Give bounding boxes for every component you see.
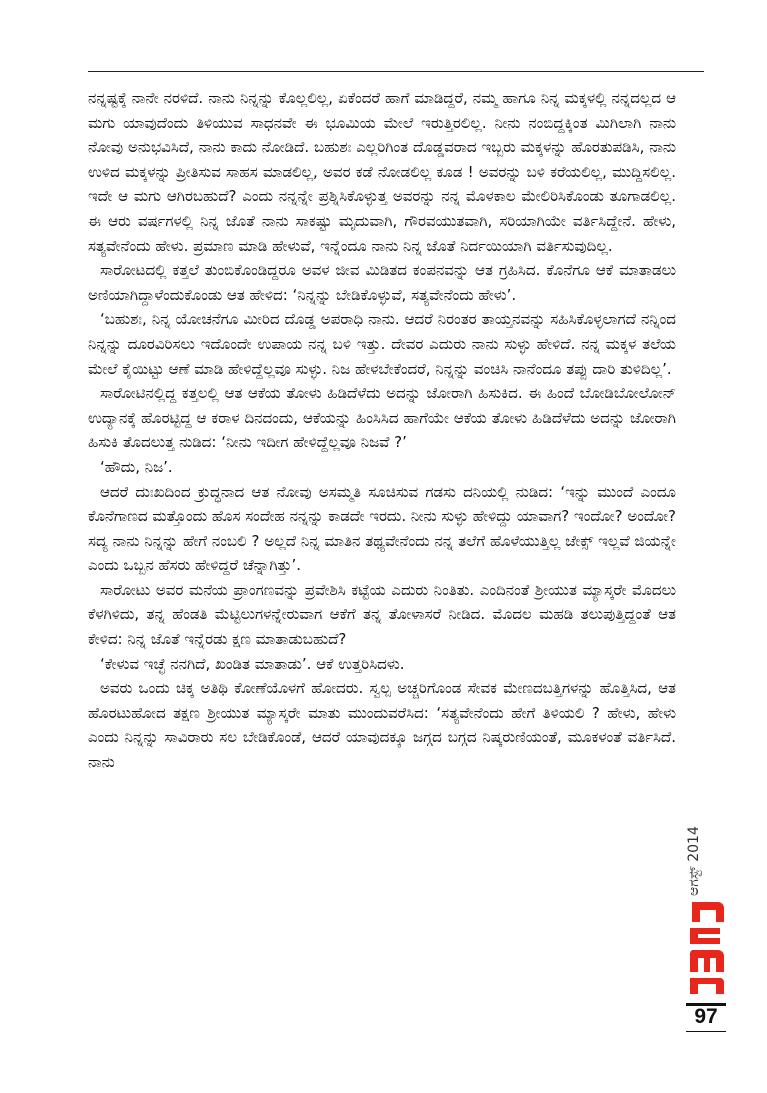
paragraph: ಸಾರೋಟು ಅವರ ಮನೆಯ ಪ್ರಾಂಗಣವನ್ನು ಪ್ರವೇಶಿಸಿ ಕಟ್ಟೆಯ ಎದುರು ನಿಂತಿತು. ಎಂದಿನಂತೆ ಶ್ರೀಯುತ ಮ್ಯಾಸ್ಕರೇ ಮೊದಲು ಕೆಳಗಿಳಿದು, ತನ್ನ ಹೆಂಡತಿ ಮೆಟ್ಟಿಲುಗಳನ್ನೇರುವಾಗ ಆಕೆಗೆ ತನ್ನ ತೋಳಾಸರೆ ನೀಡಿದ. ಮೊದಲ ಮಹಡಿ ತಲುಪುತ್ತಿದ್ದಂತೆ ಆತ ಕೇಳಿದ: ನಿನ್ನ ಜೊತೆ ಇನ್ನೆರಡು ಕ್ಷಣ ಮಾತಾಡುಬಹುದೆ? [88,580,676,649]
issue-date: ಆಗಸ್ಟ್ 2014 [686,826,702,896]
paragraph: ಆದರೆ ದುಃಖದಿಂದ ಕ್ರುದ್ಧನಾದ ಆತ ನೋವು ಅಸಮ್ಮತಿ ಸೂಚಿಸುವ ಗಡಸು ದನಿಯಲ್ಲಿ ನುಡಿದ: ‘ಇನ್ನು ಮುಂದೆ ಎಂದೂ ಕೊನೆಗಾಣದ ಮತ್ತೊಂದು ಹೊಸ ಸಂದೇಹ ನನ್ನನ್ನು ಕಾಡದೇ ಇರದು. ನೀನು ಸುಳ್ಳು ಹೇಳಿದ್ದು ಯಾವಾಗ? ಇಂದೋ? ಅಂದೋ? ಸದ್ಯ ನಾನು ನಿನ್ನನ್ನು ಹೇಗೆ ನಂಬಲಿ ? ಅಲ್ಲದೆ ನಿನ್ನ ಮಾತಿನ ತಥ್ಯವೇನೆಂದು ನನ್ನ ತಲೆಗೆ ಹೊಳೆಯುತ್ತಿಲ್ಲ ಜೇಕ್ಸ್ ಇಲ್ಲವೆ ಜಿಯನ್ನೇ ಎಂದು ಒಬ್ಬನ ಹೆಸರು ಹೇಳಿದ್ದರೆ ಚೆನ್ನಾಗಿತ್ತು’. [88,482,676,575]
paragraph: ಸಾರೋಟದಲ್ಲಿ ಕತ್ತಲೆ ತುಂಬಿಕೊಂಡಿದ್ದರೂ ಅವಳ ಜೀವ ಮಿಡಿತದ ಕಂಪನವನ್ನು ಆತ ಗ್ರಹಿಸಿದ. ಕೊನೆಗೂ ಆಕೆ ಮಾತಾಡಲು ಅಣಿಯಾಗಿದ್ದಾಳೆಂದುಕೊಂಡು ಆತ ಹೇಳಿದ: ‘ನಿನ್ನನ್ನು ಬೇಡಿಕೊಳ್ಳುವೆ, ಸತ್ಯವೇನೆಂದು ಹೇಳು’. [88,261,676,304]
paragraph: ಸಾರೋಟಿನಲ್ಲಿದ್ದ ಕತ್ತಲಲ್ಲಿ ಆತ ಆಕೆಯ ತೋಳು ಹಿಡಿದೆಳೆದು ಅದನ್ನು ಜೋರಾಗಿ ಹಿಸುಕಿದ. ಈ ಹಿಂದೆ ಬೋಡಿಬೋಲೋನ್ ಉದ್ಯಾನಕ್ಕೆ ಹೊರಟ್ಟಿದ್ದ ಆ ಕರಾಳ ದಿನದಂದು, ಆಕೆಯನ್ನು ಹಿಂಸಿಸಿದ ಹಾಗೆಯೇ ಆಕೆಯ ತೋಳು ಹಿಡಿದೆಳೆದು ಅದನ್ನು ಜೋರಾಗಿ ಹಿಸುಕಿ ತೊದಲುತ್ತ ನುಡಿದ: ‘ನೀನು ಇದೀಗ ಹೇಳಿದ್ದೆಲ್ಲವೂ ನಿಜವೆ ?’ [88,384,676,452]
paragraph: ‘ಹೌದು, ನಿಜ’. [100,457,173,476]
article-body [88,86,676,775]
paragraph: ‘ಬಹುಶಃ, ನಿನ್ನ ಯೋಚನೆಗೂ ಮೀರಿದ ದೊಡ್ಡ ಅಪರಾಧಿ ನಾನು. ಆದರೆ ನಿರಂತರ ತಾಯ್ತನವನ್ನು ಸಹಿಸಿಕೊಳ್ಳಲಾಗದೆ ನನ್ನಿಂದ ನಿನ್ನನ್ನು ದೂರವಿರಿಸಲು ಇದೊಂದೇ ಉಪಾಯ ನನ್ನ ಬಳಿ ಇತ್ತು. ದೇವರ ಎದುರು ನಾನು ಸುಳ್ಳು ಹೇಳಿದೆ. ನನ್ನ ಮಕ್ಕಳ ತಲೆಯ ಮೇಲೆ ಕೈಯಿಟ್ಟು ಆಣೆ ಮಾಡಿ ಹೇಳಿದ್ದೆಲ್ಲವೂ ಸುಳ್ಳು. ನಿಜ ಹೇಳಬೇಕೆಂದರೆ, ನಿನ್ನನ್ನು ವಂಚಿಸಿ ನಾನೆಂದೂ ತಪ್ಪು ದಾರಿ ತುಳಿದಿಲ್ಲ’. [88,310,676,378]
page-number-underline [686,1031,726,1032]
paragraph: ಅವರು ಒಂದು ಚಿಕ್ಕ ಅತಿಥಿ ಕೋಣೆಯೊಳಗೆ ಹೋದರು. ಸ್ವಲ್ಪ ಅಚ್ಚರಿಗೊಂಡ ಸೇವಕ ಮೇಣದಬತ್ತಿಗಳನ್ನು ಹೊತ್ತಿಸಿದ, ಆತ ಹೊರಟುಹೋದ ತಕ್ಷಣ ಶ್ರೀಯುತ ಮ್ಯಾಸ್ಕರೇ ಮಾತು ಮುಂದುವರೆಸಿದ: ‘ಸತ್ಯವೇನೆಂದು ಹೇಗೆ ತಿಳಿಯಲಿ ? ಹೇಳು, ಹೇಳು ಎಂದು ನಿನ್ನನ್ನು ಸಾವಿರಾರು ಸಲ ಬೇಡಿಕೊಂಡೆ, ಆದರೆ ಯಾವುದಕ್ಕೂ ಜಗ್ಗದ ಬಗ್ಗದ ನಿಷ್ಕರುಣಿಯಂತೆ, ಮೂಕಳಂತೆ ವರ್ತಿಸಿದೆ. ನಾನು [88,679,676,772]
paragraph: ನನ್ನಷ್ಟಕ್ಕೆ ನಾನೇ ನರಳಿದೆ. ನಾನು ನಿನ್ನನ್ನು ಕೊಲ್ಲಲಿಲ್ಲ, ಏಕೆಂದರೆ ಹಾಗೆ ಮಾಡಿದ್ದರೆ, ನಮ್ಮ ಹಾಗೂ ನಿನ್ನ ಮಕ್ಕಳಲ್ಲಿ ನನ್ನದಲ್ಲದ ಆ ಮಗು ಯಾವುದೆಂದು ತಿಳಿಯುವ ಸಾಧನವೇ ಈ ಭೂಮಿಯ ಮೇಲೆ ಇರುತ್ತಿರಲಿಲ್ಲ. ನೀನು ನಂಬಿದ್ದಕ್ಕಿಂತ ಮಿಗಿಲಾಗಿ ನಾನು ನೋವು ಅನುಭವಿಸಿದೆ, ನಾನು ಕಾದು ನೋಡಿದೆ. ಬಹುಶಃ ಎಲ್ಲರಿಗಿಂತ ದೊಡ್ಡವರಾದ ಇಬ್ಬರು ಮಕ್ಕಳನ್ನು ಹೊರತುಪಡಿಸಿ, ನಾನು ಉಳಿದ ಮಕ್ಕಳನ್ನು ಪ್ರೀತಿಸುವ ಸಾಹಸ ಮಾಡಲಿಲ್ಲ, ಅವರ ಕಡೆ ನೋಡಲಿಲ್ಲ ಕೂಡ ! ಅವರನ್ನು ಬಳಿ ಕರೆಯಲಿಲ್ಲ, ಮುದ್ದಿಸಲಿಲ್ಲ. ಇದೇ ಆ ಮಗು ಆಗಿರಬಹುದೆ? ಎಂದು ನನ್ನನ್ನೇ ಪ್ರಶ್ನಿಸಿಕೊಳ್ಳುತ್ತ ಅವರನ್ನು ನನ್ನ ಮೊಳಕಾಲ ಮೇಲಿರಿಸಿಕೊಂಡು ತೂಗಾಡಲಿಲ್ಲ. ಈ ಆರು ವರ್ಷಗಳಲ್ಲಿ ನಿನ್ನ ಜೊತೆ ನಾನು ಸಾಕಷ್ಟು ಮೃದುವಾಗಿ, ಗೌರವಯುತವಾಗಿ, ಸರಿಯಾಗಿಯೇ ವರ್ತಿಸಿದ್ದೇನೆ. ಹೇಳು, ಸತ್ಯವೇನೆಂದು ಹೇಳು. ಪ್ರಮಾಣ ಮಾಡಿ ಹೇಳುವೆ, ಇನ್ನೆಂದೂ ನಾನು ನಿನ್ನ ಜೊತೆ ನಿರ್ದಯಿಯಾಗಿ ವರ್ತಿಸುವುದಿಲ್ಲ. [88,89,676,255]
side-branding [686,810,726,1000]
page-number: 97 [694,1005,718,1028]
paragraph: ‘ಕೇಳುವ ಇಚ್ಛೆ ನನಗಿದೆ, ಖಂಡಿತ ಮಾತಾಡು’. ಆಕೆ ಉತ್ತರಿಸಿದಳು. [100,654,405,673]
magazine-logo [686,898,726,998]
header-rule [88,71,704,72]
